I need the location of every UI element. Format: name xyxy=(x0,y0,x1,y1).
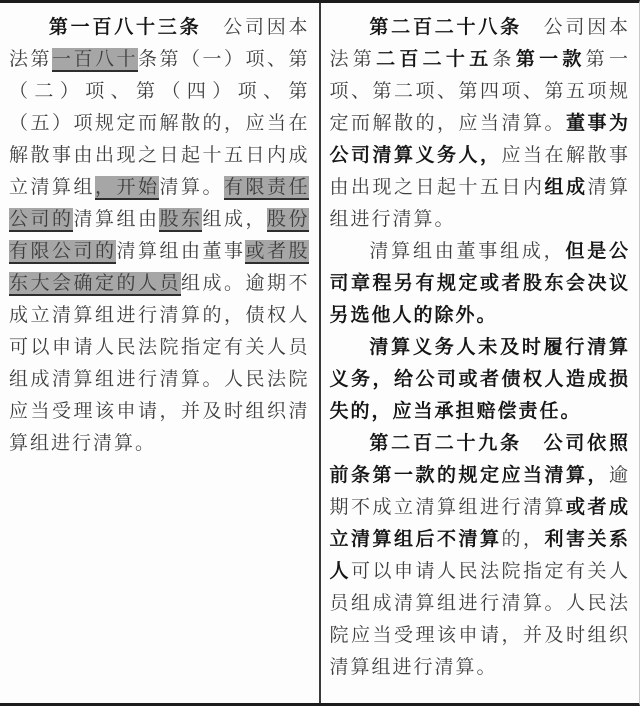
body-text: 清算组由董事组成， xyxy=(369,241,566,262)
highlighted-deleted-text: 或者股东大会确定的人员 xyxy=(9,241,310,294)
body-text: 可以申请人民法院指定有关人员组成清算组进行清算。人民法院应当受理该申请，并及时组织清算组进行清算。 xyxy=(329,561,630,678)
right-column-new-law-article xyxy=(321,3,640,703)
body-text: 清算组由董事 xyxy=(116,241,246,262)
body-text: 的， xyxy=(501,529,545,550)
bold-amended-text: 第二百二十八条 xyxy=(369,17,522,38)
law-paragraph xyxy=(330,428,631,684)
law-paragraph xyxy=(330,236,631,332)
body-text: 第一项、第二项、第四项、第五项规定而解散的，应当清算。 xyxy=(329,49,630,134)
body-text: 公司因本法第 xyxy=(9,17,310,70)
body-text: 公司因本法第 xyxy=(329,17,630,70)
body-text: 组成， xyxy=(202,209,267,230)
bold-amended-text: 利害关系人 xyxy=(329,529,630,582)
bold-amended-text: 清算义务人未及时履行清算义务，给公司或者债权人造成损失的，应当承担赔偿责任。 xyxy=(329,337,630,422)
highlighted-deleted-text: 股份有限公司的 xyxy=(9,209,310,262)
body-text: 组成。逾期不成立清算组进行清算的，债权人可以申请人民法院指定有关人员组成清算组进行清算。人民法院应当受理该申请，并及时组织清算组进行清算。 xyxy=(9,273,310,454)
highlighted-deleted-text: 股东 xyxy=(159,209,203,230)
body-text: 清算组进行清算。 xyxy=(329,177,630,230)
body-text: 清算。 xyxy=(159,177,224,198)
body-text: 清算组由 xyxy=(73,209,160,230)
left-column-old-law-article xyxy=(0,3,319,703)
bold-amended-text: 二百二十五 xyxy=(376,49,493,70)
highlighted-deleted-text: 有限责任公司的 xyxy=(9,177,310,230)
bold-amended-text: 董事为公司清算义务人， xyxy=(329,113,630,166)
law-paragraph xyxy=(330,332,631,428)
law-paragraph xyxy=(9,12,310,460)
bold-amended-text: 但是公司章程另有规定或者股东会决议另选他人的除外。 xyxy=(329,241,630,326)
bold-amended-text: 第二百二十九条 xyxy=(369,433,522,454)
body-text: 条第（一）项、第（二）项、第（四）项、第（五）项规定而解散的，应当在解散事由出现之日起十五日内成立清算组 xyxy=(9,49,310,198)
body-text: 条 xyxy=(492,49,516,70)
body-text: 应当在解散事由出现之日起十五日内 xyxy=(329,145,630,198)
bold-amended-text: 公司依照前条第一款的规定应当清算， xyxy=(329,433,630,486)
highlighted-deleted-text: ，开始 xyxy=(94,177,160,198)
bold-amended-text: 组成 xyxy=(544,177,588,198)
highlighted-deleted-text: 一百八十 xyxy=(52,49,138,70)
body-text xyxy=(522,433,544,454)
bold-amended-text: 或者成立清算组后不清算 xyxy=(329,497,630,550)
bold-amended-text: 第一款 xyxy=(515,49,586,70)
body-text: 逾期不成立清算组进行清算 xyxy=(329,465,630,518)
bold-amended-text: 第一百八十三条 xyxy=(48,17,202,38)
law-paragraph xyxy=(330,12,631,236)
